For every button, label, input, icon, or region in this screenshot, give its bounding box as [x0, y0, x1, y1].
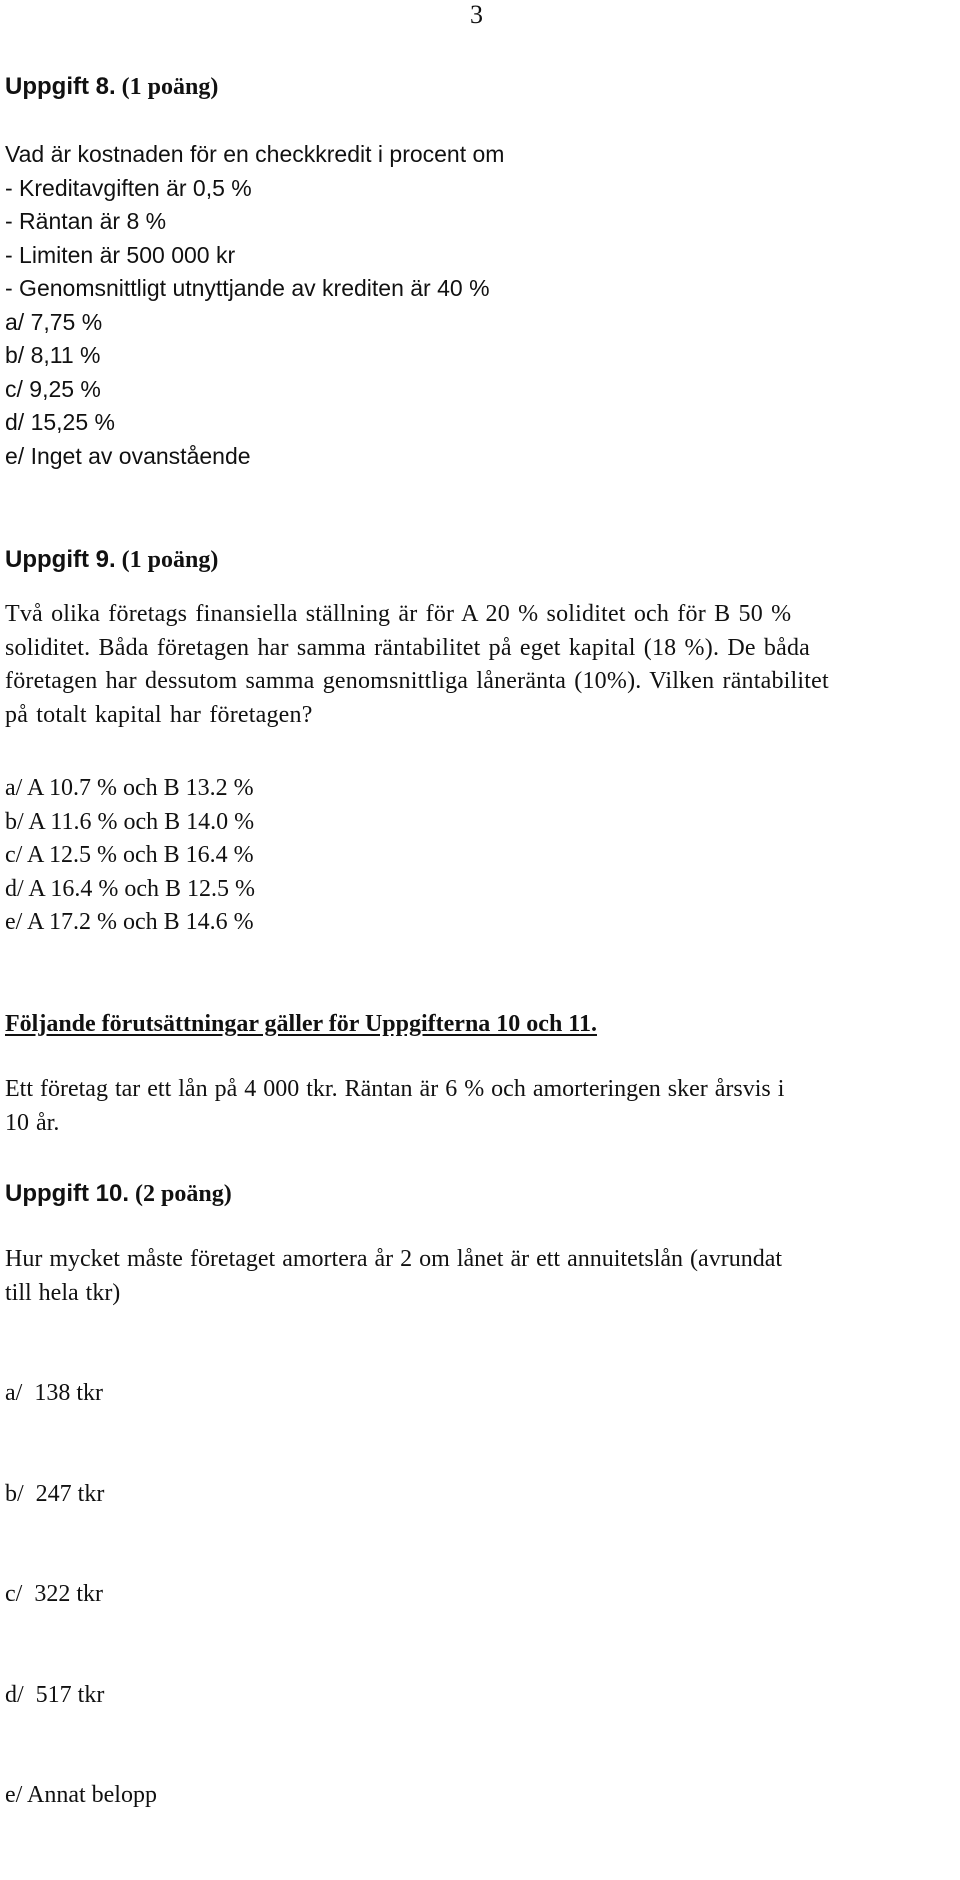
task-9-heading [5, 543, 955, 578]
task-9-option-d: d/ A 16.4 % och B 12.5 % [5, 875, 255, 902]
task-9-label: Uppgift 9. [5, 546, 116, 573]
task-10-options [5, 1310, 955, 1880]
task-10-option-d: d/ 517 tkr [5, 1681, 105, 1708]
shared-conditions-line: 10 år. [5, 1109, 60, 1136]
task-9-points: (1 poäng) [121, 547, 219, 573]
task-9-question-line: soliditet. Båda företagen har samma räntabilitet på eget kapital (18 %). De båda [5, 634, 811, 661]
shared-conditions [5, 1008, 955, 1042]
task-10-question [5, 1243, 955, 1310]
task-10-heading [5, 1177, 955, 1212]
task-8-question-line: - Genomsnittligt utnyttjande av krediten är 40 % [5, 275, 490, 301]
task-9 [5, 543, 955, 578]
shared-conditions-title: Följande förutsättningar gäller för Uppgifterna 10 och 11. [5, 1011, 597, 1037]
task-8-points: (1 poäng) [121, 74, 219, 100]
task-8-question-line: - Kreditavgiften är 0,5 % [5, 174, 252, 201]
task-8-option-b: b/ 8,11 % [5, 342, 101, 368]
task-9-option-b: b/ A 11.6 % och B 14.0 % [5, 808, 255, 835]
page-number: 3 [470, 0, 483, 29]
shared-conditions-text [5, 1073, 955, 1140]
task-8-option-c: c/ 9,25 % [5, 375, 101, 402]
task-9-question-line: på totalt kapital har företagen? [5, 701, 313, 728]
task-10-option-c: c/ 322 tkr [5, 1581, 103, 1607]
task-10-option-e: e/ Annat belopp [5, 1782, 157, 1808]
task-10-points: (2 poäng) [135, 1181, 232, 1207]
shared-conditions-line: Ett företag tar ett lån på 4 000 tkr. Räntan är 6 % och amorteringen sker årsvis i [5, 1076, 785, 1102]
task-8-body [5, 138, 955, 473]
task-8-question-line: - Räntan är 8 % [5, 208, 167, 234]
task-10-question-line: Hur mycket måste företaget amortera år 2 om lånet är ett annuitetslån (avrundat [5, 1246, 783, 1272]
task-9-options [5, 772, 955, 940]
task-8-heading [5, 70, 955, 105]
task-8-option-a: a/ 7,75 % [5, 308, 103, 335]
task-10-option-b: b/ 247 tkr [5, 1480, 105, 1507]
task-8-question-line: - Limiten är 500 000 kr [5, 241, 236, 268]
task-8-label: Uppgift 8. [5, 73, 116, 100]
task-10-question-line: till hela tkr) [5, 1279, 121, 1306]
task-10-option-a: a/ 138 tkr [5, 1380, 103, 1406]
task-9-option-e: e/ A 17.2 % och B 14.6 % [5, 909, 254, 935]
task-9-question-line: företagen har dessutom samma genomsnittliga låneränta (10%). Vilken räntabilitet [5, 668, 829, 694]
task-9-option-a: a/ A 10.7 % och B 13.2 % [5, 775, 254, 801]
task-10-label: Uppgift 10. [5, 1180, 129, 1207]
task-9-option-c: c/ A 12.5 % och B 16.4 % [5, 842, 254, 868]
task-10 [5, 1177, 955, 1212]
task-8-option-e: e/ Inget av ovanstående [5, 442, 251, 469]
task-8-question-line: Vad är kostnaden för en checkkredit i procent om [5, 141, 505, 167]
task-9-question-line: Två olika företags finansiella ställning är för A 20 % soliditet och för B 50 % [5, 601, 792, 627]
task-8-option-d: d/ 15,25 % [5, 409, 115, 435]
task-9-question [5, 598, 955, 732]
task-8 [5, 70, 955, 105]
